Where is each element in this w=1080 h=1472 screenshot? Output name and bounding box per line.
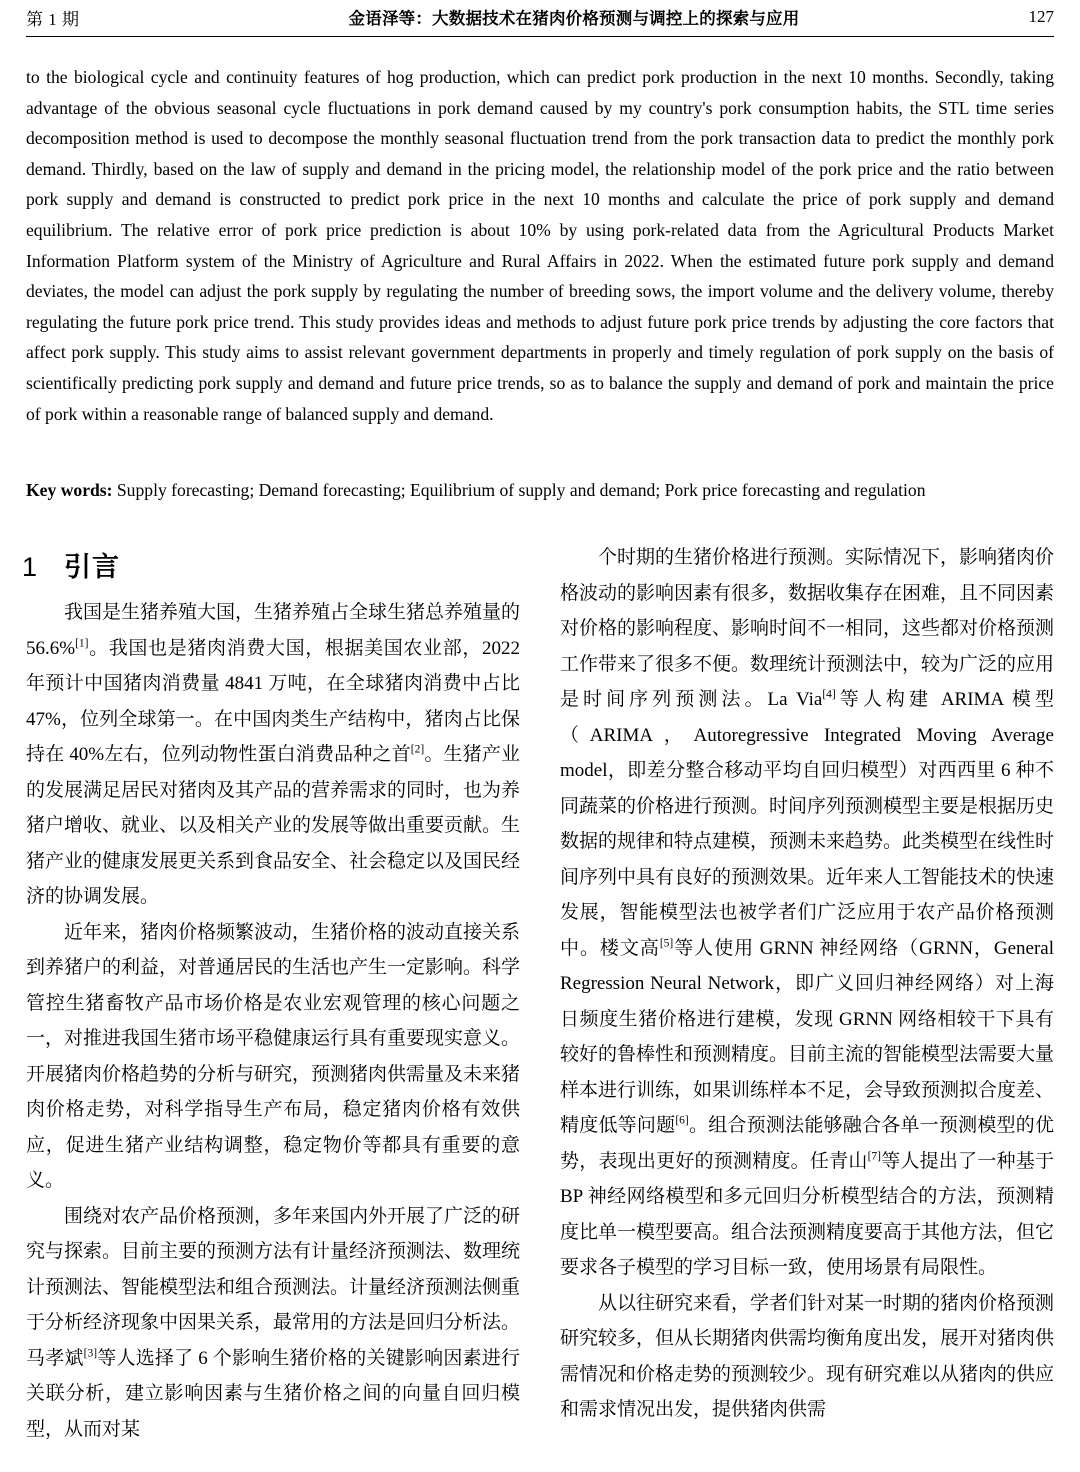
keywords-value: Supply forecasting; Demand forecasting; Equilibrium of supply and demand; Pork price forecasting and regulation — [112, 480, 926, 500]
right-column — [560, 540, 1055, 1420]
section-heading — [22, 545, 120, 584]
running-title: 金语泽等：大数据技术在猪肉价格预测与调控上的探索与应用 — [348, 10, 800, 28]
section-title-text: 引言 — [64, 552, 121, 582]
paragraph: 我国是生猪养殖大国，生猪养殖占全球生猪总养殖量的 56.6%[1]。我国也是猪肉消费大国，根据美国农业部，2022 年预计中国猪肉消费量 4841 万吨，在全球猪肉消费中占比 47%，位列全球第一。在中国肉类生产结构中，猪肉占比保持在 40%左右，位列动物性蛋白消费品种之首[2]。生猪产业的发展满足居民对猪肉及其产品的营养需求的同时，也为养猪户增收、就业、以及相关产业的发展等做出重要贡献。生猪产业的健康发展更关系到食品安全、社会稳定以及国民经济的协调发展。 — [26, 602, 521, 907]
abstract-text: to the biological cycle and continuity features of hog production, which can predict pork production in the next 10 months. Secondly, taking advantage of the obvious seasonal cycle fluctuations in pork demand caused by my country's pork consumption habits, the STL time series decomposition method is used to decompose the monthly seasonal fluctuation trend from the pork transaction data to predict the monthly pork demand. Thirdly, based on the law of supply and demand in the pricing model, the relationship model of the pork price and the ratio between pork supply and demand is constructed to predict pork price in the next 10 months and calculate the price of pork supply and demand equilibrium. The relative error of pork price prediction is about 10% by using pork-related data from the Agricultural Products Market Information Platform system of the Ministry of Agriculture and Rural Affairs in 2022. When the estimated future pork supply and demand deviates, the model can adjust the pork supply by regulating the number of breeding sows, the import volume and the delivery volume, thereby regulating the future pork price trend. This study provides ideas and methods to adjust future pork price trends by adjusting the core factors that affect pork supply. This study aims to assist relevant government departments in properly and timely regulation of pork supply on the basis of scientifically predicting pork supply and demand and future price trends, so as to balance the supply and demand of pork and maintain the price of pork within a reasonable range of balanced supply and demand. — [26, 67, 1054, 424]
paragraph: 从以往研究来看，学者们针对某一时期的猪肉价格预测研究较多，但从长期猪肉供需均衡角度出发，展开对猪肉供需情况和价格走势的预测较少。现有研究难以从猪肉的供应和需求情况出发，提供猪肉供需 — [560, 1292, 1055, 1420]
keywords-line — [26, 475, 1054, 505]
paragraph: 围绕对农产品价格预测，多年来国内外开展了广泛的研究与探索。目前主要的预测方法有计量经济预测法、数理统计预测法、智能模型法和组合预测法。计量经济预测法侧重于分析经济现象中因果关系，最常用的方法是回归分析法。马孝斌[3]等人选择了 6 个影响生猪价格的关键影响因素进行关联分析，建立影响因素与生猪价格之间的向量自回归模型，从而对某 — [26, 1205, 521, 1440]
paragraph: 个时期的生猪价格进行预测。实际情况下，影响猪肉价格波动的影响因素有很多，数据收集存在困难，且不同因素对价格的影响程度、影响时间不一相同，这些都对价格预测工作带来了很多不便。数理统计预测法中，较为广泛的应用是时间序列预测法。La Via[4]等人构建 ARIMA 模型（ARIMA，Autoregressive Integrated Moving Average model，即差分整合移动平均自回归模型）对西西里 6 种不同蔬菜的价格进行预测。时间序列预测模型主要是根据历史数据的规律和特点建模，预测未来趋势。此类模型在线性时间序列中具有良好的预测效果。近年来人工智能技术的快速发展，智能模型法也被学者们广泛应用于农产品价格预测中。楼文高[5]等人使用 GRNN 神经网络（GRNN，General Regression Neural Network，即广义回归神经网络）对上海日频度生猪价格进行建模，发现 GRNN 网络相较干下具有较好的鲁棒性和预测精度。目前主流的智能模型法需要大量样本进行训练，如果训练样本不足，会导致预测拟合度差、精度低等问题[6]。组合预测法能够融合各单一预测模型的优势，表现出更好的预测精度。任青山[7]等人提出了一种基于 BP 神经网络模型和多元回归分析模型结合的方法，预测精度比单一模型要高。组合法预测精度要高于其他方法，但它要求各子模型的学习目标一致，使用场景有局限性。 — [560, 547, 1055, 1278]
left-column — [26, 595, 520, 1465]
paragraph: 近年来，猪肉价格频繁波动，生猪价格的波动直接关系到养猪户的利益，对普通居民的生活也产生一定影响。科学管控生猪畜牧产品市场价格是农业宏观管理的核心问题之一，对推进我国生猪市场平稳健康运行具有重要现实意义。开展猪肉价格趋势的分析与研究，预测猪肉供需量及未来猪肉价格走势，对科学指导生产布局，稳定猪肉价格有效供应，促进生猪产业结构调整，稳定物价等都具有重要的意义。 — [26, 921, 521, 1191]
page-number: 127 — [1028, 7, 1054, 26]
issue-label: 第 1 期 — [26, 9, 80, 29]
section-number: 1 — [22, 552, 39, 582]
keywords-label: Key words: — [26, 480, 113, 500]
page-header — [26, 0, 1054, 37]
